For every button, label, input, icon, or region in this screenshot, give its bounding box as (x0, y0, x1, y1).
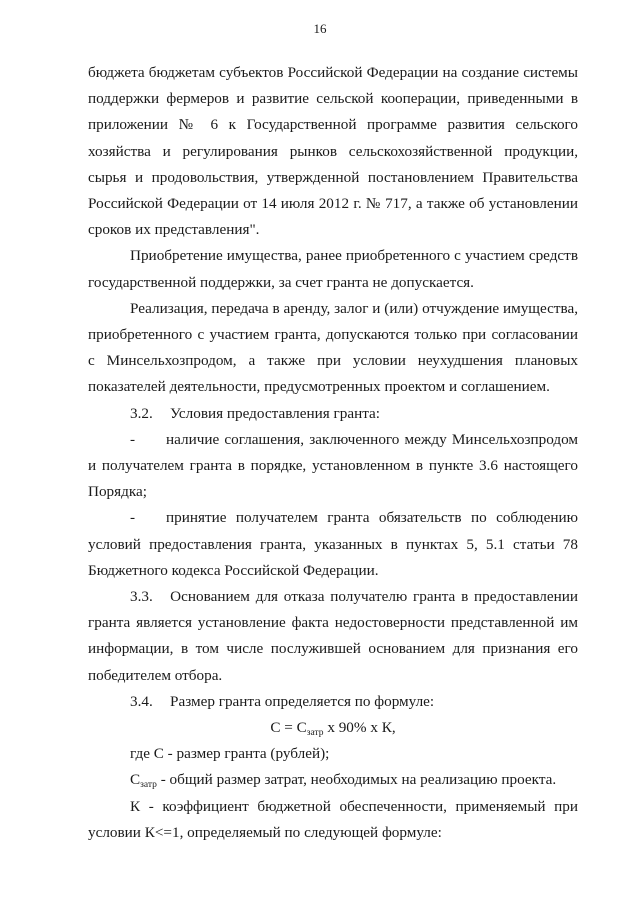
bullet-item-agreement (88, 427, 578, 506)
formula-subscript: затр (306, 728, 324, 739)
bullet-item-obligations (88, 505, 578, 584)
symbol-c: С (130, 771, 141, 789)
paragraph-continuation: бюджета бюджетам субъектов Российской Федерации на создание системы поддержки фермеров и развитие сельской кооперации, приведенными в приложении № 6 к Государственной программе развития сельского хозяйства и регулирования рынков сельскохозяйственной продукции, сырья и продовольствия, утвержденной постановлением Правительства Российской Федерации от 14 июля 2012 г. № 717, а также об установлении сроков их представления". (88, 64, 578, 239)
symbol-subscript: затр (140, 780, 157, 791)
clause-text: Условия предоставления гранта: (170, 404, 380, 422)
clause-text: Основанием для отказа получателю гранта в предоставлении гранта является установление факта недостоверности представленной им информации, в том числе послужившей основанием для признания его победителем отбора. (88, 588, 578, 684)
clause-number: 3.3. (130, 588, 153, 606)
clause-text: Размер гранта определяется по формуле: (170, 692, 435, 710)
clause-3-4 (88, 689, 578, 715)
bullet-text: наличие соглашения, заключенного между Минсельхозпродом и получателем гранта в порядке, установленном в пункте 3.6 настоящего Порядка; (88, 430, 578, 501)
bullet-dash: - (130, 509, 136, 527)
document-body (88, 60, 578, 846)
bullet-text: принятие получателем гранта обязательств по соблюдению условий предоставления гранта, указанных в пунктах 5, 5.1 статьи 78 Бюджетного кодекса Российской Федерации. (88, 509, 578, 579)
definition-k: К - коэффициент бюджетной обеспеченности, применяемый при условии К<=1, определяемый по следующей формуле: (88, 797, 578, 841)
bullet-dash: - (130, 430, 136, 448)
clause-number: 3.4. (130, 692, 153, 710)
grant-formula (88, 715, 578, 741)
definition-text: - общий размер затрат, необходимых на реализацию проекта. (156, 771, 557, 789)
formula-rhs: х 90% х К, (323, 719, 396, 737)
paragraph-property-acquisition: Приобретение имущества, ранее приобретенного с участием средств государственной поддержки, за счет гранта не допускается. (88, 247, 578, 291)
clause-3-3 (88, 584, 578, 689)
definition-c: где С - размер гранта (рублей); (130, 745, 330, 763)
clause-number: 3.2. (130, 404, 153, 422)
formula-lhs: С = С (270, 719, 307, 737)
paragraph-property-disposal: Реализация, передача в аренду, залог и (или) отчуждение имущества, приобретенного с участием гранта, допускаются только при согласовании с Минсельхозпродом, а также при условии неухудшения плановых показателей деятельности, предусмотренных проектом и соглашением. (88, 299, 578, 396)
definition-czatr (88, 767, 578, 793)
page-number: 16 (313, 21, 327, 36)
clause-3-2 (88, 401, 578, 427)
